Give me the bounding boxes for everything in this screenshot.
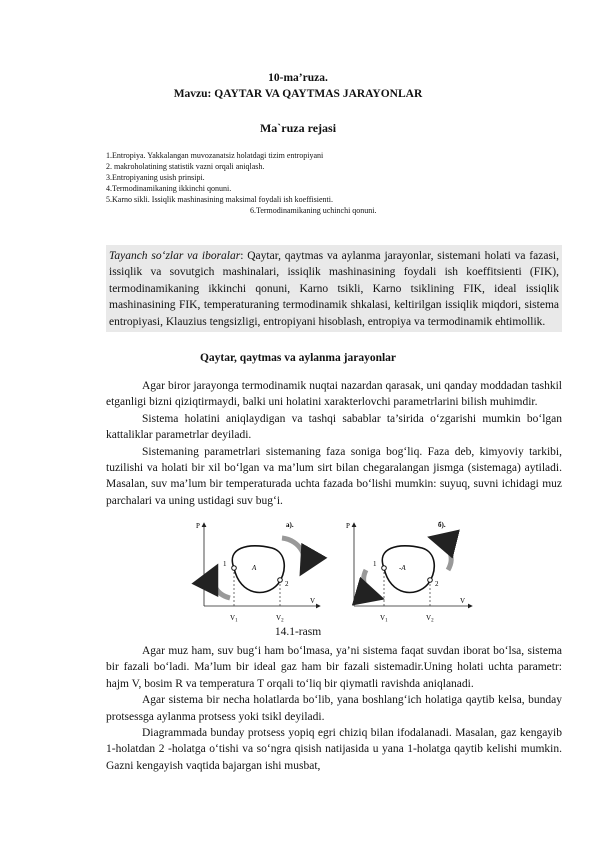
figure-14-1 <box>186 518 476 626</box>
paragraph: Sistemaning parametrlari sistemaning faza soniga bog‘liq. Faza deb, kimyoviy tarkibi, tuzilishi va holati bir xil bo‘lgan va ma’lum sirt bilan chegaralangan jismga (sistemaga) aytiladi. Masalan, suv ma’lum bir temperaturada uchta fazada bo‘lishi mumkin: suyuq, suvni ichidagi muz parchalari va uning ustidagi suv bug‘i. <box>106 445 562 507</box>
point-1-label: 1 <box>373 560 377 568</box>
state-point-2 <box>428 578 433 583</box>
keywords-text: : Qaytar, qaytmas va aylanma jarayonlar, sistemani holati va fazasi, issiqlik va sovutgich mashinalari, issiqlik mashinasining foydali ish koeffitsienti (FIK), termodinamikaning ikkinchi qonuni, Karno tsikli, Karno tsiklining FIK, ideal issiqlik mashinasining FIK, temperaturaning termodinamik shkalasi, keltirilgan issiqlik miqdori, sistema entropiyasi, Klauzius tengsizligi, entropiyani hisoblash, entropiya va termodinamik ehtimollik. <box>109 250 559 328</box>
v2-label: $V_2$ <box>276 614 284 624</box>
panel-b <box>346 521 472 624</box>
point-2-label: 2 <box>435 580 439 588</box>
plan-item: 1.Entropiya. Yakkalangan muvozanatsiz holatdagi tizim entropiyani <box>106 151 324 160</box>
cycle-arrow-left <box>213 568 230 598</box>
keywords-lead: Tayanch so‘zlar va iboralar <box>109 250 241 262</box>
p-axis-label: P <box>196 522 200 530</box>
body-text-lower <box>106 643 562 774</box>
v-axis-label: V <box>310 597 316 605</box>
paragraph: Agar biror jarayonga termodinamik nuqtai nazardan qarasak, uni qanday moddadan tashkil etganligi bizni qiziqtirmaydi, balki uni holatini xarakterlovchi parametrlarini bilish muhimdir. <box>106 380 562 409</box>
v2-label: $V_2$ <box>426 614 434 624</box>
body-text-upper <box>106 378 562 509</box>
panel-label: a). <box>286 521 294 529</box>
plan-list <box>106 150 506 216</box>
v1-label: $V_1$ <box>230 614 238 624</box>
plan-item: 5.Karno sikli. Issiqlik mashinasining maksimal foydali ish koeffisienti. <box>106 195 333 204</box>
point-2-label: 2 <box>285 580 289 588</box>
cycle-arrow-right <box>282 538 305 572</box>
state-point-2 <box>278 578 283 583</box>
keywords-box <box>106 245 562 332</box>
paragraph: Diagrammada bunday protsess yopiq egri chiziq bilan ifodalanadi. Masalan, gaz kengayib 1-holatdan 2 -holatga o‘tishi va so‘ngra qisish natijasida u yana 1-holatga qaytib kelishi mumkin. Gazni kengayish vaqtida bajargan ishi musbat, <box>106 727 562 772</box>
lecture-number: 10-ma’ruza. <box>268 72 328 84</box>
plan-item: 3.Entropiyaning usish prinsipi. <box>106 173 205 182</box>
figure-caption: 14.1-rasm <box>274 626 322 638</box>
cycle-curve <box>232 546 284 593</box>
state-point-1 <box>382 566 387 571</box>
paragraph: Agar sistema bir necha holatlarda bo‘lib, yana boshlang‘ich holatiga qaytib kelsa, bunday protsessga aylanma protsess yoki tsikl deyiladi. <box>106 694 562 723</box>
cycle-curve <box>382 546 434 593</box>
paragraph: Sistema holatini aniqlaydigan va tashqi sabablar ta’sirida o‘zgarishi mumkin bo‘lgan kattaliklar parametrlar deyiladi. <box>106 412 562 442</box>
work-label: -A <box>399 564 406 572</box>
state-point-1 <box>232 566 237 571</box>
plan-item: 4.Termodinamikaning ikkinchi qonuni. <box>106 184 232 193</box>
plan-item: 6.Termodinamikaning uchinchi qonuni. <box>250 206 377 215</box>
plan-item: 2. makroholatining statistik vazni orqali aniqlash. <box>106 162 265 171</box>
cycle-arrow-left <box>364 570 380 598</box>
p-axis-label: P <box>346 522 350 530</box>
v-axis-label: V <box>460 597 466 605</box>
v1-label: $V_1$ <box>380 614 388 624</box>
plan-title: Ma`ruza rejasi <box>259 121 337 135</box>
lecture-topic: Mavzu: QAYTAR VA QAYTMAS JARAYONLAR <box>173 88 423 100</box>
work-label: A <box>252 564 257 572</box>
paragraph: Agar muz ham, suv bug‘i ham bo‘lmasa, ya’ni sistema faqat suvdan iborat bo‘lsa, sistema bir fazali bo‘ladi. Ma’lum bir ideal gaz ham bir fazali sistemadir.Uning holati uchta parametr: hajm V, bosim R va temperatura T orqali to‘liq bir qiymatli ravishda aniqlanadi. <box>106 645 562 690</box>
section-title: Qaytar, qaytmas va aylanma jarayonlar <box>199 352 397 364</box>
panel-a <box>196 521 320 624</box>
point-1-label: 1 <box>223 560 227 568</box>
panel-label: б). <box>438 521 446 529</box>
